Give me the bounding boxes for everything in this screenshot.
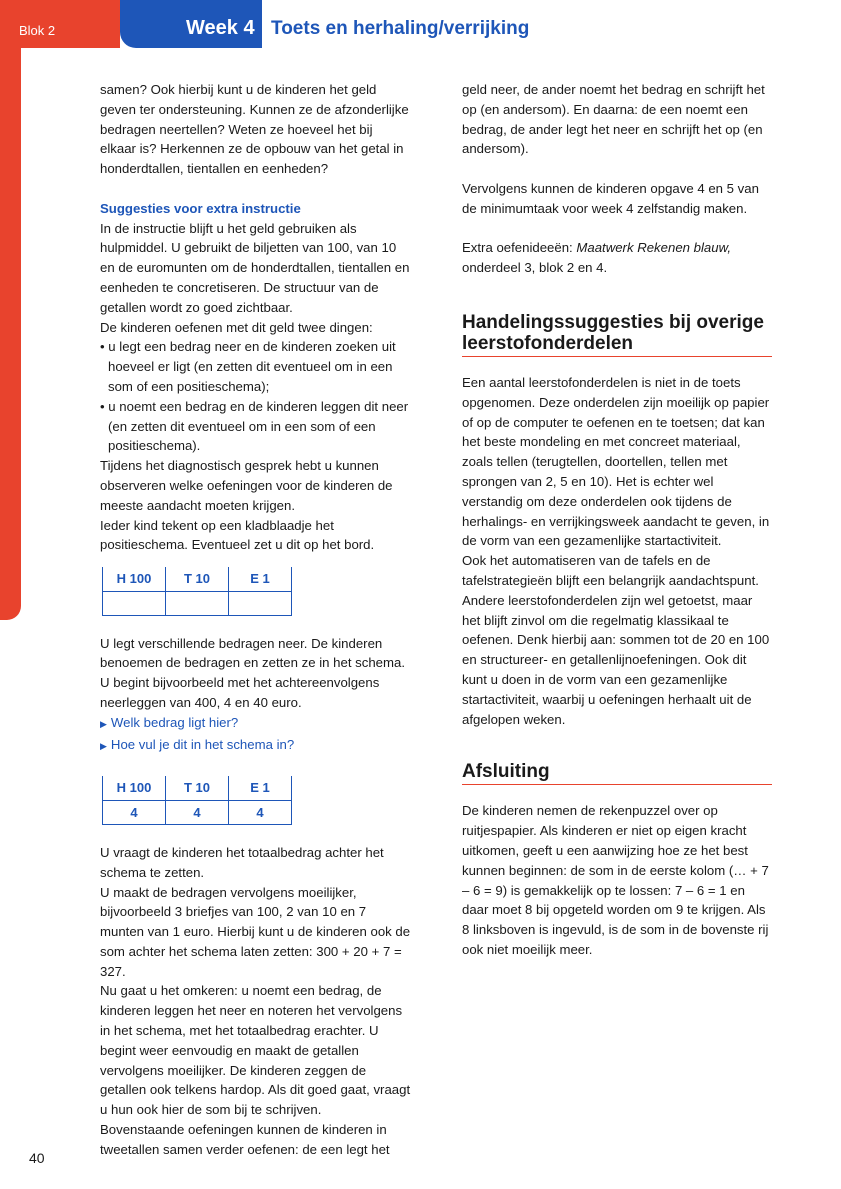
cell-h: [103, 591, 166, 615]
paragraph: Ieder kind tekent op een kladblaadje het positieschema. Eventueel zet u dit op het bord.: [100, 517, 375, 553]
cell-h: 4: [103, 800, 166, 824]
column-header-t: T 10: [166, 567, 229, 591]
paragraph: De kinderen nemen de rekenpuzzel over op ruitjespapier. Als kinderen er niet op eigen kracht uitkomen, geeft u een aanwijzing hoe ze het best kunnen beginnen: de som in de eerste kolom (… + 7 – 6 = 9) is gemakkelijk op te lossen: 7 – 6 = 1 en daar moet 8 bij opgeteld worden om 9 te krijgen. Als 8 linksboven is ingevuld, is de som in de bovenste rij ook niet moeilijk meer.: [462, 803, 769, 957]
text-suffix: onderdeel 3, blok 2 en 4.: [462, 260, 608, 276]
blok-label: Blok 2: [19, 23, 56, 38]
triangle-bullet-icon: ▶: [100, 740, 107, 751]
bullet-item: • u legt een bedrag neer en de kinderen zoeken uit hoeveel er ligt (en zetten dit eventueel om in een som of een positieschema);: [100, 339, 396, 394]
paragraph: Nu gaat u het omkeren: u noemt een bedrag, de kinderen leggen het neer en noteren het vervolgens in het schema, met het totaalbedrag erachter. U begint weer eenvoudig en maakt de getallen vervolgens moeilijker. De kinderen zeggen de getallen ook telkens hardop. Als dit goed gaat, vraagt u hun ook hier de som bij te schrijven.: [100, 983, 411, 1118]
book-title: Maatwerk Rekenen blauw,: [576, 240, 732, 256]
column-header-t: T 10: [166, 776, 229, 800]
question-text: Hoe vul je dit in het schema in?: [110, 736, 295, 752]
column-header-h: H 100: [103, 776, 166, 800]
paragraph: samen? Ook hierbij kunt u de kinderen het geld geven ter ondersteuning. Kunnen ze de afzonderlijke bedragen neertellen? Weten ze hoeveel het bij elkaar is? Herkennen ze de opbouw van het getal in honderdtallen, tientallen en eenheden?: [100, 82, 409, 177]
cell-t: 4: [166, 800, 229, 824]
question-item: [100, 713, 412, 735]
cell-e: 4: [229, 800, 292, 824]
text-prefix: Extra oefenideeën:: [462, 240, 577, 256]
bullet-item: • u noemt een bedrag en de kinderen leggen dit neer (en zetten dit eventueel om in een som of een positieschema).: [100, 398, 409, 454]
page-number: 40: [29, 1150, 45, 1166]
column-header-h: H 100: [103, 567, 166, 591]
position-schema-table-filled: [102, 776, 292, 825]
column-header-e: E 1: [229, 567, 292, 591]
page-title: Toets en herhaling/verrijking: [271, 18, 530, 39]
cell-e: [229, 591, 292, 615]
subheading-extra-instructie: Suggesties voor extra instructie: [100, 200, 301, 216]
section-heading-handelingssuggesties: Handelingssuggesties bij overige leerstofonderdelen: [462, 312, 772, 357]
triangle-bullet-icon: ▶: [100, 718, 107, 729]
paragraph: [462, 238, 772, 278]
side-red-bar: [0, 0, 21, 620]
column-header-e: E 1: [229, 776, 292, 800]
paragraph: De kinderen oefenen met dit geld twee dingen:: [100, 319, 373, 335]
paragraph: Ook het automatiseren van de tafels en de tafelstrategieën blijft een belangrijk aandachtspunt. Andere leerstofonderdelen zijn wel getoetst, maar het blijft zinvol om die regelmatig klassikaal te oefenen. Denk hierbij aan: sommen tot de 20 en 100 en structureer- en getallenlijnoefeningen. Ook dit kunt u doen in de vorm van een gezamenlijke startactiviteit, waarbij u oefeningen herhaalt uit de afgelopen weken.: [462, 553, 770, 727]
paragraph: Vervolgens kunnen de kinderen opgave 4 en 5 van de minimumtaak voor week 4 zelfstandig maken.: [462, 180, 759, 216]
paragraph: In de instructie blijft u het geld gebruiken als hulpmiddel. U gebruikt de biljetten van 100, van 10 en de euromunten om de honderdtallen, tientallen en eenheden te concretiseren. De structuur van de getallen wordt zo goed zichtbaar.: [100, 220, 410, 315]
right-column: [462, 80, 772, 960]
paragraph: U legt verschillende bedragen neer. De kinderen benoemen de bedragen en zetten ze in het schema. U begint bijvoorbeeld met het achtereenvolgens neerleggen van 400, 4 en 40 euro.: [100, 635, 405, 711]
question-text: Welk bedrag ligt hier?: [110, 714, 239, 730]
position-schema-table-empty: [102, 567, 292, 616]
paragraph: Bovenstaande oefeningen kunnen de kinderen in tweetallen samen verder oefenen: de een legt het: [100, 1122, 390, 1157]
paragraph: Een aantal leerstofonderdelen is niet in de toets opgenomen. Deze onderdelen zijn moeilijk op papier of op de computer te oefenen en te toetsen; dat kan het beste mondeling en met concreet materiaal, zoals tellen (terugtellen, doortellen, tellen met sprongen van 2, 5 en 10). Het is echter wel verstandig om deze onderdelen ook tijdens de herhalings- en verrijkingsweek aandacht te geven, in de vorm van een gezamenlijke startactiviteit.: [462, 374, 770, 549]
paragraph: U vraagt de kinderen het totaalbedrag achter het schema te zetten.: [100, 844, 384, 880]
section-heading-afsluiting: Afsluiting: [462, 761, 772, 785]
paragraph: geld neer, de ander noemt het bedrag en schrijft het op (en andersom). En daarna: de een noemt een bedrag, de ander legt het neer en schrijft het op (en andersom).: [462, 82, 765, 157]
left-column: [100, 80, 412, 1160]
paragraph: Tijdens het diagnostisch gesprek hebt u kunnen observeren welke oefeningen voor de kinderen de meeste aandacht moeten krijgen.: [100, 458, 393, 513]
question-item: [100, 735, 412, 757]
week-label: Week 4: [186, 17, 255, 39]
paragraph: U maakt de bedragen vervolgens moeilijker, bijvoorbeeld 3 briefjes van 100, 2 van 10 en 7 munten van 1 euro. Hierbij kunt u de kinderen ook de som achter het schema laten zetten: 300 + 20 + 7 = 327.: [100, 884, 411, 979]
cell-t: [166, 591, 229, 615]
